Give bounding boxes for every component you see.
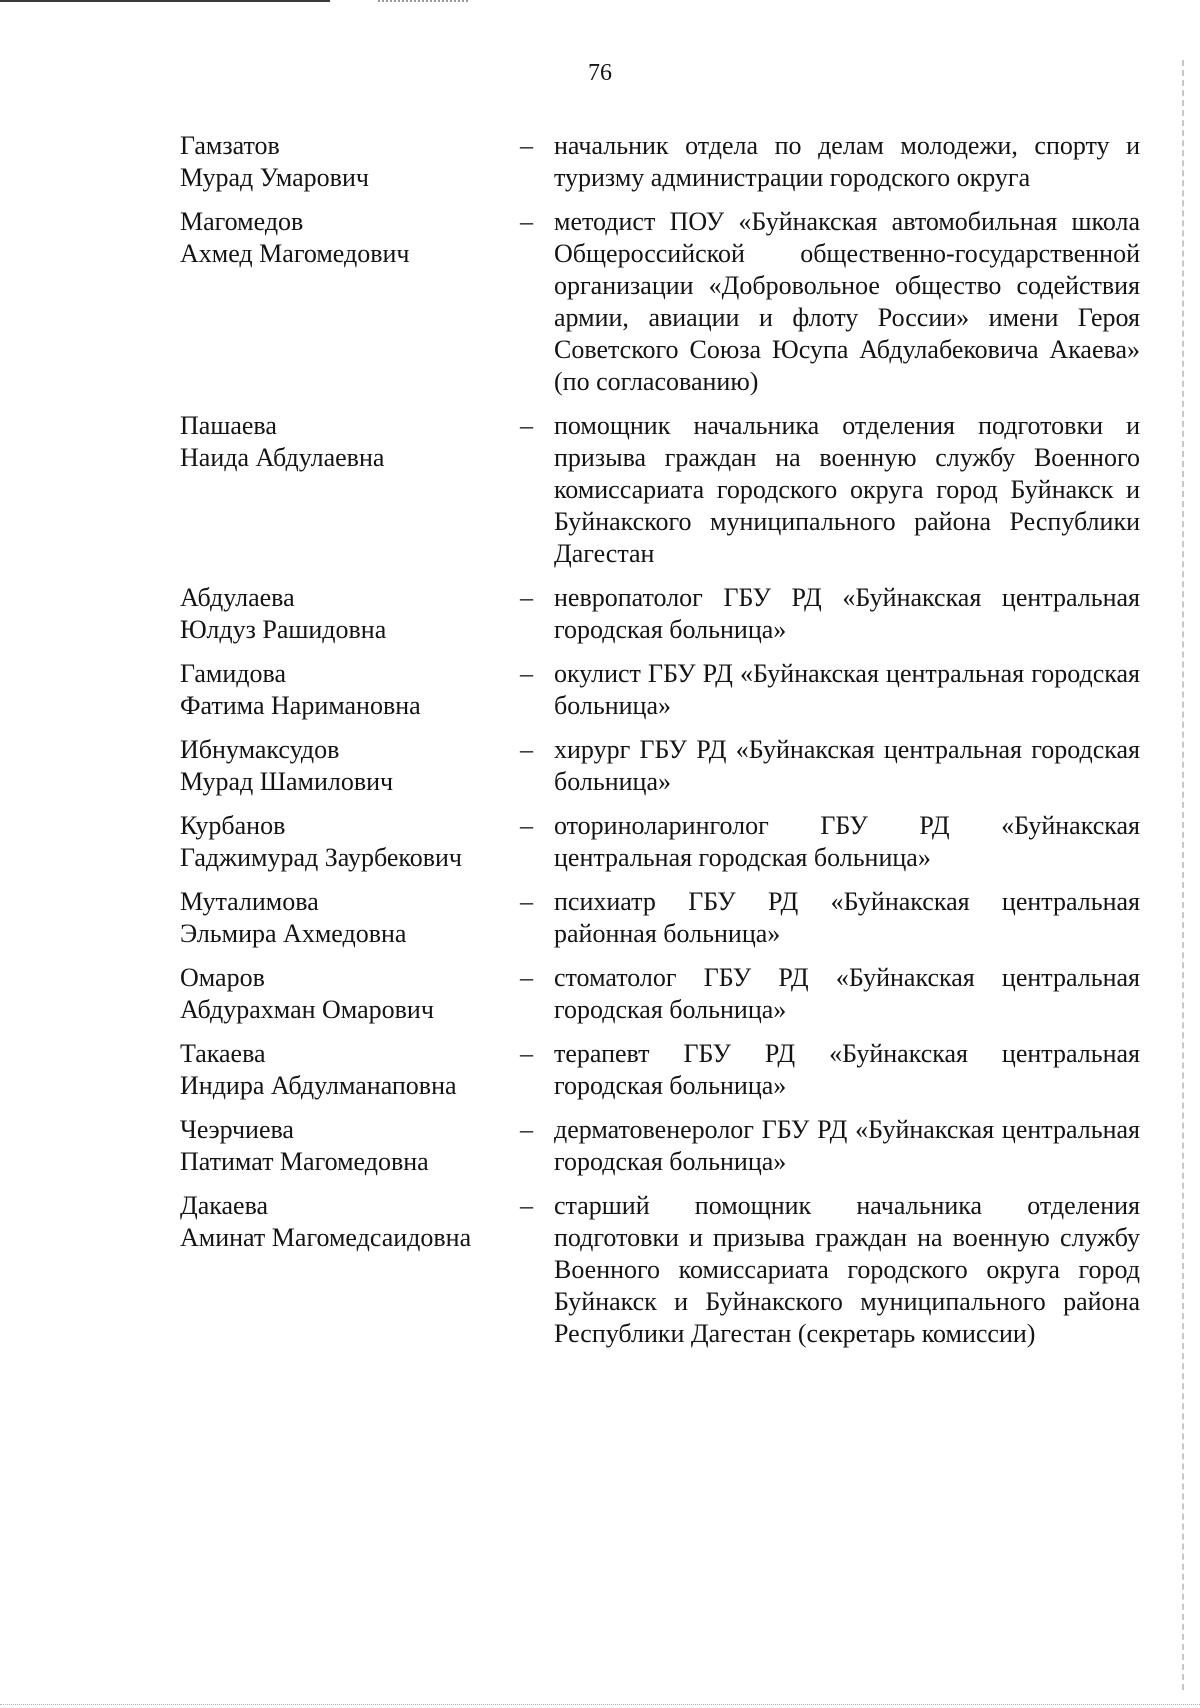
- dash-separator: –: [520, 659, 533, 688]
- member-surname: Гамидова: [180, 659, 286, 688]
- member-name: [180, 810, 520, 874]
- member-role: невропатолог ГБУ РД «Буйнакская центральная городская больница»: [554, 583, 1140, 644]
- member-surname: Магомедов: [180, 207, 304, 236]
- member-entry: [180, 410, 1140, 570]
- member-name: [180, 1114, 520, 1178]
- member-role: терапевт ГБУ РД «Буйнакская центральная городская больница»: [554, 1039, 1140, 1100]
- member-surname: Гамзатов: [180, 131, 280, 160]
- member-name: [180, 206, 520, 398]
- member-given-names: Ахмед Магомедович: [180, 239, 410, 268]
- member-surname: Такаева: [180, 1039, 266, 1068]
- member-entry: [180, 886, 1140, 950]
- member-given-names: Аминат Магомедсаидовна: [180, 1223, 472, 1252]
- member-name: [180, 1038, 520, 1102]
- member-given-names: Юлдуз Рашидовна: [180, 615, 387, 644]
- member-given-names: Патимат Магомедовна: [180, 1147, 429, 1176]
- dash-separator: –: [520, 131, 533, 160]
- member-role: окулист ГБУ РД «Буйнакская центральная городская больница»: [554, 659, 1140, 720]
- member-name: [180, 886, 520, 950]
- member-role: дерматовенеролог ГБУ РД «Буйнакская центральная городская больница»: [554, 1115, 1140, 1176]
- member-surname: Дакаева: [180, 1191, 269, 1220]
- member-entry: [180, 734, 1140, 798]
- member-role: методист ПОУ «Буйнакская автомобильная школа Общероссийской общественно-государственной организации «Добровольное общество содействия армии, авиации и флоту России» имени Героя Советского Союза Юсупа Абдулабековича Акаева» (по согласованию): [554, 207, 1140, 396]
- member-given-names: Гаджимурад Заурбекович: [180, 843, 463, 872]
- member-name: [180, 1190, 520, 1350]
- member-name: [180, 130, 520, 194]
- dash-separator: –: [520, 411, 533, 440]
- member-role: хирург ГБУ РД «Буйнакская центральная городская больница»: [554, 735, 1140, 796]
- member-name: [180, 410, 520, 570]
- member-entry: [180, 1114, 1140, 1178]
- member-surname: Абдулаева: [180, 583, 295, 612]
- member-role: психиатр ГБУ РД «Буйнакская центральная районная больница»: [554, 887, 1140, 948]
- dash-separator: –: [520, 811, 533, 840]
- member-entry: [180, 1190, 1140, 1350]
- member-role: оториноларинголог ГБУ РД «Буйнакская центральная городская больница»: [554, 811, 1140, 872]
- dash-separator: –: [520, 583, 533, 612]
- page-number: 76: [588, 60, 612, 86]
- member-surname: Омаров: [180, 963, 265, 992]
- member-entry: [180, 1038, 1140, 1102]
- scan-top-rule: [0, 0, 330, 2]
- dash-separator: –: [520, 1039, 533, 1068]
- commission-member-list: [180, 130, 1140, 1362]
- dash-separator: –: [520, 963, 533, 992]
- member-surname: Чеэрчиева: [180, 1115, 294, 1144]
- member-role: стоматолог ГБУ РД «Буйнакская центральная городская больница»: [554, 963, 1140, 1024]
- member-given-names: Наида Абдулаевна: [180, 443, 385, 472]
- dash-separator: –: [520, 1191, 533, 1220]
- scan-top-dots: [378, 0, 468, 5]
- member-role: помощник начальника отделения подготовки и призыва граждан на военную службу Военного комиссариата городского округа город Буйнакск и Буйнакского муниципального района Республики Дагестан: [554, 411, 1140, 568]
- member-name: [180, 962, 520, 1026]
- member-name: [180, 734, 520, 798]
- member-given-names: Абдурахман Омарович: [180, 995, 434, 1024]
- scan-bottom-rule: [0, 1704, 1200, 1706]
- member-given-names: Фатима Наримановна: [180, 691, 421, 720]
- member-name: [180, 582, 520, 646]
- dash-separator: –: [520, 1115, 533, 1144]
- member-given-names: Индира Абдулманаповна: [180, 1071, 457, 1100]
- dash-separator: –: [520, 735, 533, 764]
- member-entry: [180, 810, 1140, 874]
- member-role: старший помощник начальника отделения подготовки и призыва граждан на военную службу Военного комиссариата городского округа город Буйнакск и Буйнакского муниципального района Республики Дагестан (секретарь комиссии): [554, 1191, 1140, 1348]
- member-surname: Пашаева: [180, 411, 277, 440]
- dash-separator: –: [520, 887, 533, 916]
- member-surname: Ибнумаксудов: [180, 735, 340, 764]
- member-name: [180, 658, 520, 722]
- member-given-names: Мурад Шамилович: [180, 767, 394, 796]
- member-entry: [180, 658, 1140, 722]
- member-given-names: Мурад Умарович: [180, 163, 369, 192]
- member-entry: [180, 582, 1140, 646]
- member-given-names: Эльмира Ахмедовна: [180, 919, 407, 948]
- member-role: начальник отдела по делам молодежи, спорту и туризму администрации городского округа: [554, 131, 1140, 192]
- member-surname: Курбанов: [180, 811, 286, 840]
- dash-separator: –: [520, 207, 533, 236]
- scan-right-edge: [1182, 60, 1186, 1690]
- member-entry: [180, 962, 1140, 1026]
- member-entry: [180, 206, 1140, 398]
- member-entry: [180, 130, 1140, 194]
- member-surname: Муталимова: [180, 887, 319, 916]
